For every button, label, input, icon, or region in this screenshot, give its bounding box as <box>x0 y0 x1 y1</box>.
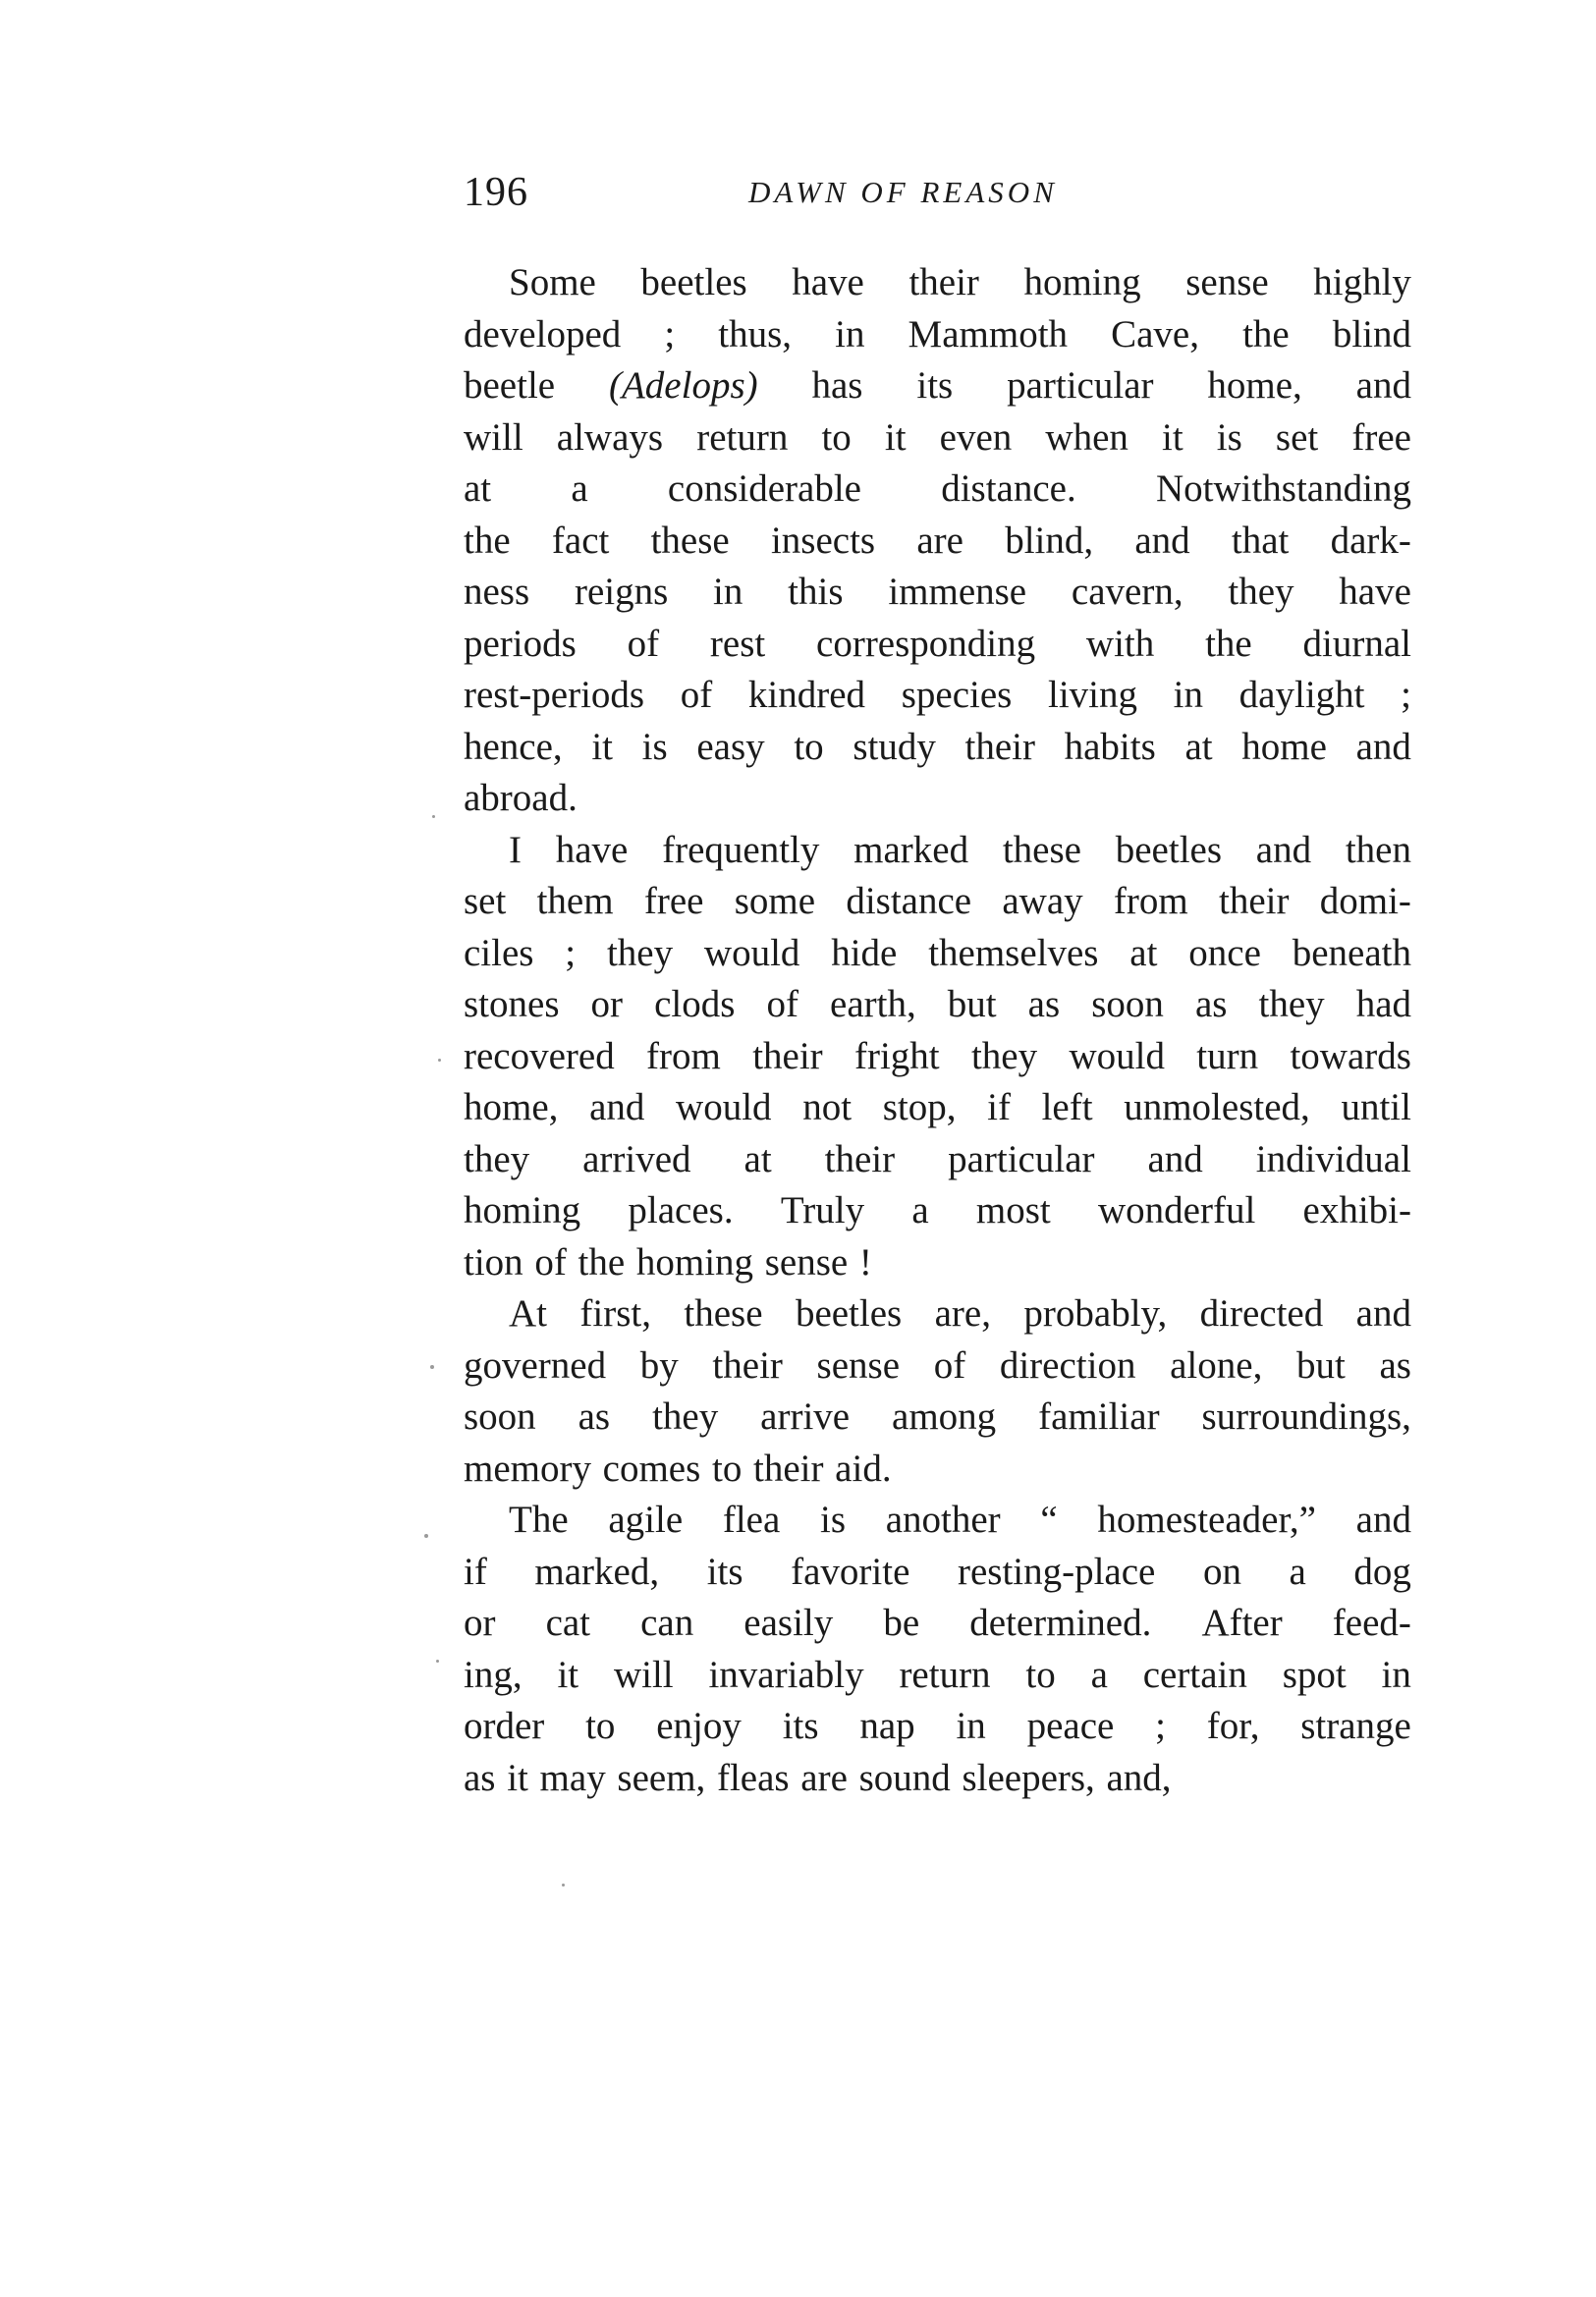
word: alone, <box>1170 1343 1263 1387</box>
word: and <box>1147 1137 1203 1180</box>
word: first, <box>579 1292 651 1335</box>
word: have <box>555 828 629 871</box>
word: of <box>680 674 713 716</box>
word: Some <box>509 261 596 303</box>
word: these <box>1002 828 1081 871</box>
word: their <box>752 1034 823 1077</box>
word: I <box>509 828 522 871</box>
word: but <box>1296 1343 1346 1387</box>
word: until <box>1341 1086 1411 1128</box>
running-title: DAWN OF REASON <box>748 175 1058 209</box>
text-line <box>464 516 1411 568</box>
word: fleas <box>716 1756 790 1799</box>
word: they <box>970 1034 1038 1077</box>
text-line <box>464 567 1411 619</box>
word: they <box>464 1137 530 1180</box>
word: beetles <box>795 1292 903 1335</box>
word: and <box>1134 519 1190 562</box>
word: spot <box>1282 1653 1347 1696</box>
text-line <box>464 1082 1411 1134</box>
word: ; <box>1401 674 1411 716</box>
word: easy <box>696 725 765 768</box>
word: it <box>1162 415 1183 459</box>
text-line <box>464 1701 1411 1753</box>
word: with <box>1085 622 1155 665</box>
word: direction <box>999 1343 1136 1387</box>
word: frequently <box>662 828 820 871</box>
word: directed <box>1199 1292 1324 1335</box>
text-line <box>464 1598 1411 1650</box>
word: will <box>613 1653 674 1696</box>
word: certain <box>1142 1653 1247 1696</box>
word: invariably <box>708 1653 864 1696</box>
text-line <box>464 464 1411 516</box>
word: from <box>646 1034 721 1077</box>
scan-speck <box>562 1884 565 1887</box>
word: study <box>853 725 936 768</box>
word: will <box>464 415 523 459</box>
word: seem, <box>617 1756 706 1799</box>
word: soon <box>1091 983 1164 1025</box>
word: always <box>556 415 664 459</box>
scan-speck <box>436 1660 439 1663</box>
word: recovered <box>464 1034 615 1077</box>
word: feed- <box>1332 1602 1411 1644</box>
word: governed <box>464 1343 607 1387</box>
word: marked, <box>534 1550 660 1593</box>
word: most <box>975 1189 1051 1231</box>
word: reigns <box>574 571 669 613</box>
word: return <box>696 415 789 459</box>
text-line <box>464 670 1411 722</box>
word: have <box>792 261 864 303</box>
word: blind <box>1332 312 1411 355</box>
word: their <box>1219 880 1290 922</box>
text-line <box>464 1288 1411 1340</box>
word: living <box>1048 674 1138 716</box>
word: if <box>987 1086 1011 1128</box>
word: the <box>464 519 511 562</box>
word: hide <box>831 931 898 974</box>
scan-speck <box>424 1534 428 1538</box>
word: then <box>1345 828 1411 871</box>
word: would <box>676 1086 772 1128</box>
word: at <box>1184 725 1213 768</box>
text-line <box>464 1547 1411 1599</box>
word: may <box>539 1756 606 1799</box>
page-number: 196 <box>464 170 528 215</box>
word: and <box>1355 725 1411 768</box>
word: it <box>557 1653 579 1696</box>
text-line <box>464 1340 1411 1393</box>
word: towards <box>1290 1034 1411 1077</box>
word: they <box>652 1395 719 1438</box>
word: their <box>908 261 979 303</box>
word: sense <box>1185 261 1269 303</box>
word: After <box>1201 1602 1283 1644</box>
word: homing <box>1023 261 1141 303</box>
word: ; <box>1155 1705 1166 1747</box>
word: unmolested, <box>1124 1086 1310 1128</box>
scan-speck <box>430 1365 434 1369</box>
text-line <box>464 1753 1411 1805</box>
word: a <box>1289 1550 1306 1593</box>
word: flea <box>722 1499 781 1541</box>
word: if <box>464 1550 487 1593</box>
text-line <box>464 1495 1411 1547</box>
word: in <box>1173 674 1204 716</box>
word: beneath <box>1292 931 1411 974</box>
word: cat <box>545 1602 591 1644</box>
word: home, <box>1207 364 1302 407</box>
word: At <box>509 1292 547 1335</box>
word: ! <box>858 1240 872 1284</box>
word: away <box>1002 880 1083 922</box>
word: (Adelops) <box>608 364 758 407</box>
word: it <box>884 415 907 459</box>
text-line <box>464 1237 1411 1289</box>
word: fright <box>853 1034 940 1077</box>
word: Notwithstanding <box>1155 467 1411 510</box>
word: the <box>578 1240 626 1284</box>
word: can <box>640 1602 694 1644</box>
word: memory <box>464 1447 591 1490</box>
word: places. <box>628 1189 734 1231</box>
word: rest-periods <box>464 674 645 716</box>
word: stop, <box>882 1086 957 1128</box>
text-line <box>464 928 1411 980</box>
text-line <box>464 360 1411 412</box>
word: their <box>964 725 1035 768</box>
word: or <box>590 983 624 1025</box>
word: a <box>571 467 588 510</box>
word: home <box>1241 725 1327 768</box>
text-line <box>464 825 1411 877</box>
word: aid. <box>835 1447 892 1490</box>
word: its <box>916 364 954 407</box>
word: it <box>507 1756 528 1799</box>
paragraph <box>464 1495 1411 1804</box>
word: once <box>1188 931 1261 974</box>
text-line <box>464 619 1411 671</box>
word: as <box>1027 983 1061 1025</box>
word: tion <box>464 1240 523 1284</box>
word: easily <box>743 1602 834 1644</box>
word: wonderful <box>1098 1189 1256 1231</box>
word: at <box>743 1137 772 1180</box>
word: to <box>1025 1653 1056 1696</box>
word: and <box>1255 828 1312 871</box>
word: and, <box>1106 1756 1172 1799</box>
paragraph <box>464 825 1411 1289</box>
word: abroad. <box>464 777 578 819</box>
word: they <box>606 931 674 974</box>
word: nap <box>859 1705 915 1747</box>
word: stones <box>464 983 560 1025</box>
text-line <box>464 773 1411 825</box>
word: as <box>1379 1343 1411 1387</box>
word: habits <box>1064 725 1156 768</box>
word: on <box>1202 1550 1241 1593</box>
text-line <box>464 309 1411 361</box>
word: themselves <box>928 931 1099 974</box>
word: arrive <box>760 1395 851 1438</box>
word: cavern, <box>1071 571 1183 613</box>
word: Mammoth <box>908 312 1069 355</box>
word: or <box>464 1602 496 1644</box>
word: considerable <box>667 467 861 510</box>
word: enjoy <box>656 1705 742 1747</box>
word: particular <box>1007 364 1154 407</box>
word: order <box>464 1705 545 1747</box>
word: the <box>1242 312 1290 355</box>
word: highly <box>1313 261 1411 303</box>
word: daylight <box>1238 674 1365 716</box>
word: its <box>706 1550 743 1593</box>
word: favorite <box>791 1550 910 1593</box>
word: set <box>464 880 507 922</box>
word: be <box>883 1602 920 1644</box>
word: insects <box>770 519 876 562</box>
word: soon <box>464 1395 536 1438</box>
word: in <box>713 571 743 613</box>
word: their <box>824 1137 896 1180</box>
word: earth, <box>830 983 916 1025</box>
word: diurnal <box>1302 622 1411 665</box>
word: they <box>1228 571 1294 613</box>
word: particular <box>948 1137 1095 1180</box>
text-line <box>464 1444 1411 1496</box>
word: home, <box>464 1086 559 1128</box>
word: familiar <box>1038 1395 1160 1438</box>
running-head <box>464 169 1416 228</box>
word: from <box>1113 880 1188 922</box>
word: fact <box>551 519 610 562</box>
word: its <box>782 1705 819 1747</box>
scan-speck <box>438 1059 441 1062</box>
word: a <box>1090 1653 1108 1696</box>
word: them <box>536 880 614 922</box>
word: at <box>464 467 492 510</box>
word: surroundings, <box>1201 1395 1411 1438</box>
word: by <box>639 1343 679 1387</box>
word: ciles <box>464 931 534 974</box>
word: blind, <box>1005 519 1094 562</box>
word: thus, <box>718 312 793 355</box>
word: but <box>947 983 997 1025</box>
word: these <box>684 1292 763 1335</box>
text-line <box>464 722 1411 774</box>
word: for, <box>1206 1705 1260 1747</box>
text-line <box>464 1031 1411 1083</box>
word: at <box>1129 931 1158 974</box>
word: probably, <box>1023 1292 1168 1335</box>
word: it <box>591 725 614 768</box>
word: corresponding <box>816 622 1036 665</box>
word: would <box>1069 1034 1165 1077</box>
word: in <box>956 1705 986 1747</box>
word: kindred <box>747 674 866 716</box>
word: are <box>800 1756 848 1799</box>
word: determined. <box>969 1602 1152 1644</box>
word: of <box>766 983 798 1025</box>
text-line <box>464 1392 1411 1444</box>
word: beetle <box>464 364 556 407</box>
word: strange <box>1300 1705 1411 1747</box>
word: Cave, <box>1111 312 1199 355</box>
word: are, <box>934 1292 991 1335</box>
word: ness <box>464 571 530 613</box>
word: to <box>711 1447 743 1490</box>
word: and <box>589 1086 645 1128</box>
text-line <box>464 257 1411 309</box>
word: turn <box>1196 1034 1259 1077</box>
word: distance <box>846 880 972 922</box>
word: sleepers, <box>962 1756 1095 1799</box>
word: and <box>1355 364 1411 407</box>
word: and <box>1355 1292 1411 1335</box>
text-line <box>464 1650 1411 1702</box>
word: return <box>899 1653 991 1696</box>
word: has <box>811 364 863 407</box>
word: rest <box>709 622 766 665</box>
word: homesteader,” <box>1097 1499 1316 1541</box>
word: they <box>1258 983 1325 1025</box>
word: resting-place <box>957 1550 1156 1593</box>
word: Truly <box>780 1189 865 1231</box>
scan-speck <box>432 815 435 818</box>
text-line <box>464 876 1411 928</box>
text-line <box>464 979 1411 1031</box>
word: is <box>820 1499 847 1541</box>
word: individual <box>1255 1137 1411 1180</box>
word: of <box>933 1343 966 1387</box>
word: of <box>627 622 660 665</box>
word: agile <box>608 1499 684 1541</box>
word: beetles <box>640 261 747 303</box>
word: domi- <box>1319 880 1411 922</box>
text-line <box>464 1185 1411 1237</box>
word: a <box>911 1189 929 1231</box>
word: sound <box>858 1756 951 1799</box>
word: clods <box>654 983 736 1025</box>
body-text <box>464 257 1411 1804</box>
word: arrived <box>582 1137 691 1180</box>
word: not <box>802 1086 853 1128</box>
word: had <box>1355 983 1411 1025</box>
word: would <box>703 931 800 974</box>
word: as <box>464 1756 496 1799</box>
word: to <box>794 725 824 768</box>
word: set <box>1275 415 1319 459</box>
word: beetles <box>1115 828 1223 871</box>
word: their <box>712 1343 783 1387</box>
word: The <box>509 1499 569 1541</box>
paragraph <box>464 257 1411 825</box>
word: free <box>1351 415 1411 459</box>
word: free <box>643 880 704 922</box>
word: homing <box>635 1240 754 1284</box>
text-line <box>464 1134 1411 1186</box>
word: is <box>1216 415 1242 459</box>
word: sense <box>764 1240 849 1284</box>
word: are <box>916 519 963 562</box>
word: among <box>892 1395 997 1438</box>
word: as <box>1194 983 1228 1025</box>
word: comes <box>602 1447 701 1490</box>
word: in <box>835 312 865 355</box>
word: homing <box>464 1189 581 1231</box>
word: distance. <box>941 467 1076 510</box>
word: that <box>1231 519 1290 562</box>
word: dog <box>1353 1550 1411 1593</box>
word: dark- <box>1330 519 1411 562</box>
word: exhibi- <box>1302 1189 1411 1231</box>
word: ; <box>565 931 577 974</box>
word: have <box>1339 571 1411 613</box>
word: periods <box>464 622 577 665</box>
word: immense <box>888 571 1027 613</box>
word: ; <box>664 312 676 355</box>
word: “ <box>1040 1499 1058 1541</box>
word: these <box>650 519 730 562</box>
word: as <box>578 1395 611 1438</box>
word: in <box>1381 1653 1411 1696</box>
word: developed <box>464 312 622 355</box>
word: to <box>821 415 852 459</box>
word: hence, <box>464 725 563 768</box>
word: the <box>1205 622 1252 665</box>
word: to <box>585 1705 616 1747</box>
word: species <box>901 674 1013 716</box>
word: even <box>939 415 1013 459</box>
word: another <box>885 1499 1001 1541</box>
word: of <box>534 1240 567 1284</box>
word: some <box>734 880 816 922</box>
word: left <box>1041 1086 1093 1128</box>
word: when <box>1045 415 1128 459</box>
word: this <box>788 571 844 613</box>
word: and <box>1355 1499 1411 1541</box>
word: their <box>753 1447 824 1490</box>
word: is <box>641 725 668 768</box>
word: sense <box>816 1343 901 1387</box>
word: ing, <box>464 1653 523 1696</box>
paragraph <box>464 1288 1411 1495</box>
word: marked <box>853 828 969 871</box>
word: peace <box>1026 1705 1115 1747</box>
text-line <box>464 412 1411 465</box>
